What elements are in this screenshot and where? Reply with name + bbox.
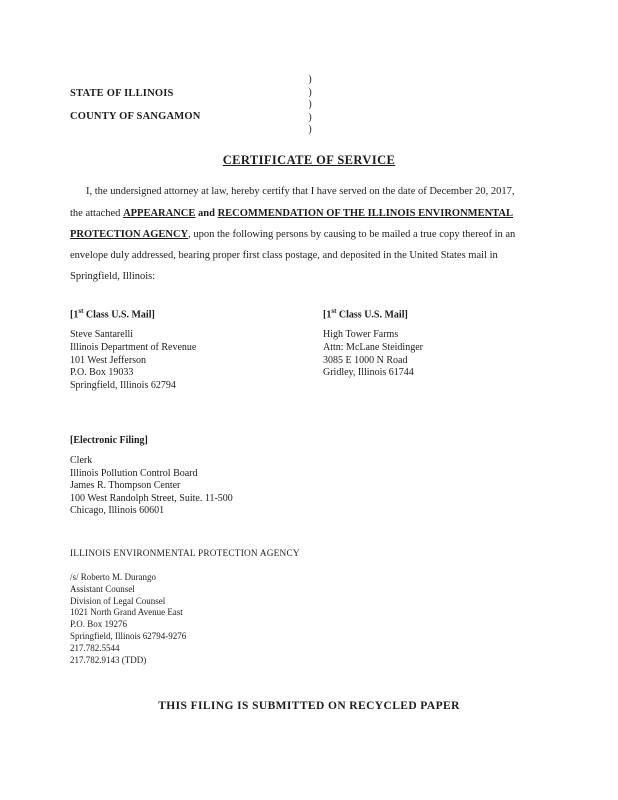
body-text: the attached [70, 208, 124, 219]
recommendation-title-cont: PROTECTION AGENCY [70, 229, 189, 240]
signature-line: /s/ Roberto M. Durango [70, 572, 156, 582]
appearance-title: APPEARANCE [123, 208, 196, 219]
caption-paren: ) [308, 86, 312, 98]
caption-paren: ) [308, 99, 312, 111]
address-line: 100 West Randolph Street, Suite. 11-500 [70, 492, 233, 504]
address-line: 101 West Jefferson [70, 354, 147, 366]
signature-line: 217.782.9143 (TDD) [70, 654, 147, 665]
agency-name: ILLINOIS ENVIRONMENTAL PROTECTION AGENCY [70, 549, 300, 559]
electronic-filing-recipient [70, 435, 233, 518]
mail-method-text: [1 [70, 309, 79, 321]
caption-state: STATE OF ILLINOIS [70, 88, 174, 99]
address-line: Chicago, Illinois 60601 [70, 505, 165, 517]
mail-method-sup: st [331, 307, 337, 315]
recycled-paper-footer: THIS FILING IS SUBMITTED ON RECYCLED PAPER [158, 700, 460, 712]
recommendation-title: RECOMMENDATION OF THE ILLINOIS ENVIRONMENTAL [217, 208, 513, 219]
caption-paren-group [305, 74, 315, 137]
body-line-3 [70, 229, 515, 240]
electronic-filing-heading: [Electronic Filing] [70, 435, 148, 446]
service-recipient-left [70, 307, 196, 392]
address-line: High Tower Farms [323, 329, 399, 341]
address-line: P.O. Box 19033 [70, 367, 134, 379]
body-line-1: I, the undersigned attorney at law, hereby certify that I have served on the date of December 20, 2017, [86, 186, 515, 197]
address-line: Clerk [70, 455, 93, 466]
signature-line: Springfield, Illinois 62794-9276 [70, 630, 187, 641]
mail-method-text: [1 [323, 309, 332, 321]
body-line-4: envelope duly addressed, bearing proper first class postage, and deposited in the United States mail in [70, 250, 498, 261]
address-line: James R. Thompson Center [70, 480, 181, 492]
body-and: and [195, 208, 218, 219]
mail-method-heading [323, 307, 423, 320]
body-line-2 [70, 208, 513, 219]
address-line: Springfield, Illinois 62794 [70, 379, 176, 391]
mail-method-heading [70, 307, 196, 320]
address-line: Illinois Department of Revenue [70, 341, 197, 353]
signature-line: Division of Legal Counsel [70, 595, 166, 606]
mail-method-text: Class U.S. Mail] [336, 309, 408, 321]
signature-line: 1021 North Grand Avenue East [70, 607, 183, 618]
caption-county: COUNTY OF SANGAMON [70, 111, 201, 122]
body-line-5: Springfield, Illinois: [70, 271, 156, 282]
signature-line: 217.782.5544 [70, 642, 120, 653]
caption-paren: ) [308, 111, 312, 123]
signature-line: P.O. Box 19276 [70, 619, 128, 630]
signature-block [70, 549, 300, 666]
service-recipient-right [323, 307, 423, 380]
address-line: Gridley, Illinois 61744 [323, 367, 414, 379]
body-text: , upon the following persons by causing to be mailed a true copy thereof in an [188, 229, 516, 240]
mail-method-sup: st [78, 307, 84, 315]
document-title: CERTIFICATE OF SERVICE [222, 153, 396, 167]
signature-line: Assistant Counsel [70, 583, 135, 594]
address-line: Illinois Pollution Control Board [70, 467, 198, 479]
address-line: Attn: McLane Steidinger [323, 341, 423, 353]
caption-paren: ) [308, 74, 312, 85]
address-line: 3085 E 1000 N Road [323, 354, 408, 366]
caption-paren: ) [308, 124, 312, 136]
mail-method-text: Class U.S. Mail] [83, 309, 155, 321]
address-line: Steve Santarelli [70, 329, 134, 341]
